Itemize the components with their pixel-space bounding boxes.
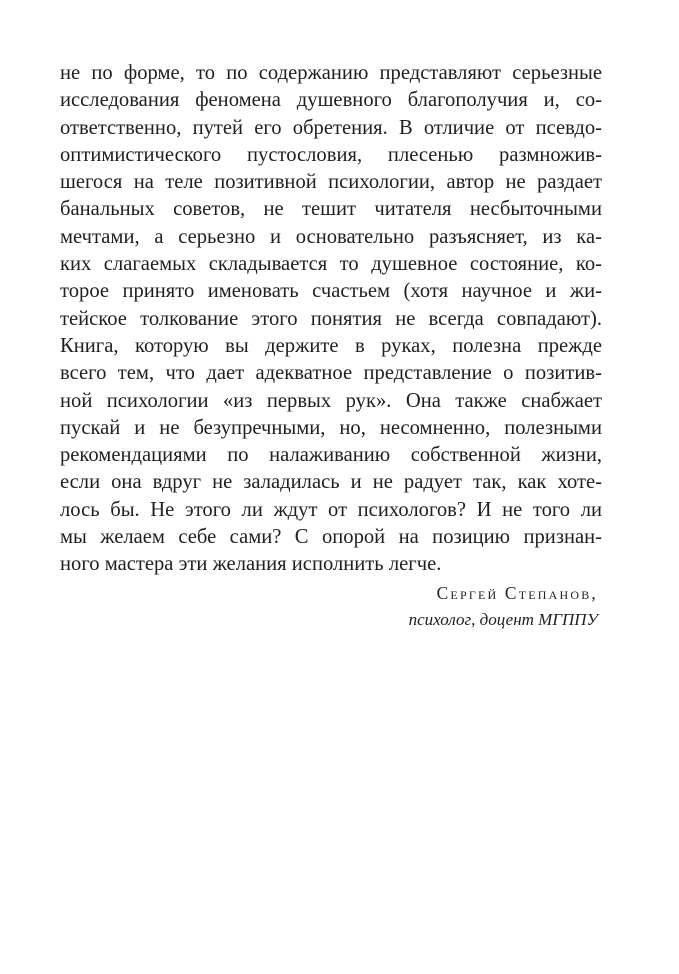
- text-line: ной психологии «из первых рук». Она также снабжает: [60, 389, 602, 412]
- page-content: [60, 60, 602, 632]
- text-line: ответственно, путей его обретения. В отличие от псевдо-: [60, 116, 602, 139]
- text-line: оптимистического пустословия, плесенью размножив-: [60, 143, 602, 166]
- text-line: если она вдруг не заладилась и не радует так, как хоте-: [60, 471, 602, 494]
- text-line-last: ного мастера эти желания исполнить легче.: [60, 553, 442, 576]
- text-line: исследования феномена душевного благополучия и, со-: [60, 89, 602, 112]
- signature-author: Сергей Степанов,: [436, 582, 598, 603]
- text-line: мечтами, а серьезно и основательно разъясняет, из ка-: [60, 225, 602, 248]
- text-line: шегося на теле позитивной психологии, автор не раздает: [60, 171, 602, 194]
- text-line: Книга, которую вы держите в руках, полезна прежде: [60, 334, 602, 357]
- text-line: ких слагаемых складывается то душевное состояние, ко-: [60, 253, 602, 276]
- text-line: торое принято именовать счастьем (хотя научное и жи-: [60, 280, 602, 303]
- text-line: рекомендациями по налаживанию собственной жизни,: [60, 444, 602, 467]
- text-line: банальных советов, не тешит читателя несбыточными: [60, 198, 602, 221]
- text-line: не по форме, то по содержанию представляют серьезные: [60, 62, 602, 84]
- signature: [60, 579, 602, 632]
- text-line: лось бы. Не этого ли ждут от психологов? И не того ли: [60, 498, 602, 521]
- signature-role: психолог, доцент МГППУ: [408, 609, 598, 629]
- text-line: мы желаем себе сами? С опорой на позицию признан-: [60, 526, 602, 549]
- text-line: тейское толкование этого понятия не всегда совпадают).: [60, 307, 602, 330]
- text-line: всего тем, что дает адекватное представление о позитив-: [60, 362, 602, 385]
- body-text: [60, 60, 602, 579]
- text-line: пускай и не безупречными, но, несомненно, полезными: [60, 416, 602, 439]
